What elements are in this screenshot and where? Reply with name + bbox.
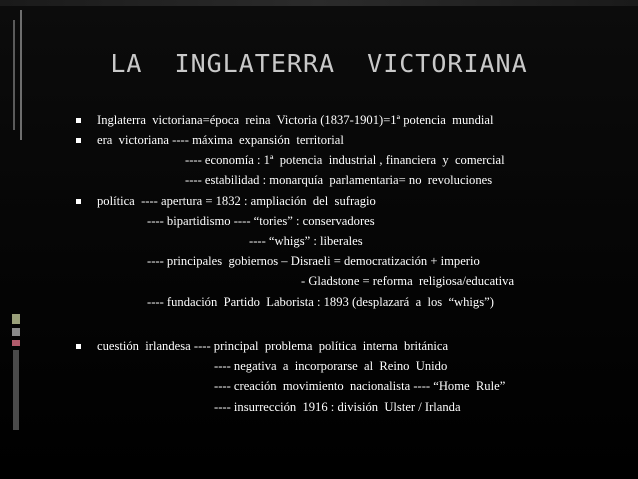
body-line: ---- bipartidismo ---- “tories” : conservadores	[147, 214, 375, 228]
bullet-icon	[76, 344, 81, 349]
body-line: - Gladstone = reforma religiosa/educativa	[301, 274, 515, 288]
body-line: ---- estabilidad : monarquía parlamentaria= no revoluciones	[185, 173, 493, 187]
bullet-icon	[76, 199, 81, 204]
decorative-block	[12, 328, 20, 336]
bullet-icon	[76, 138, 81, 143]
body-line: ---- creación movimiento nacionalista ---- “Home Rule”	[214, 379, 506, 393]
body-line: política ---- apertura = 1832 : ampliación del sufragio	[97, 194, 376, 208]
body-line: Inglaterra victoriana=época reina Victoria (1837-1901)=1ª potencia mundial	[97, 113, 494, 127]
decorative-block	[12, 340, 20, 346]
slide-title: LA INGLATERRA VICTORIANA	[110, 49, 528, 78]
top-decorative-band	[0, 0, 638, 6]
body-line: ---- fundación Partido Laborista : 1893 (desplazará a los “whigs”)	[147, 295, 494, 309]
body-line: era victoriana ---- máxima expansión territorial	[97, 133, 344, 147]
decorative-block	[12, 314, 20, 324]
body-line: ---- insurrección 1916 : división Ulster / Irlanda	[214, 400, 461, 414]
body-line: ---- negativa a incorporarse al Reino Unido	[214, 359, 448, 373]
body-line: cuestión irlandesa ---- principal problema política interna británica	[97, 339, 449, 353]
body-line: ---- economía : 1ª potencia industrial , financiera y comercial	[185, 153, 505, 167]
body-line: ---- “whigs” : liberales	[249, 234, 363, 248]
body-line: ---- principales gobiernos – Disraeli = democratización + imperio	[147, 254, 480, 268]
bullet-icon	[76, 118, 81, 123]
decorative-block	[13, 350, 19, 430]
